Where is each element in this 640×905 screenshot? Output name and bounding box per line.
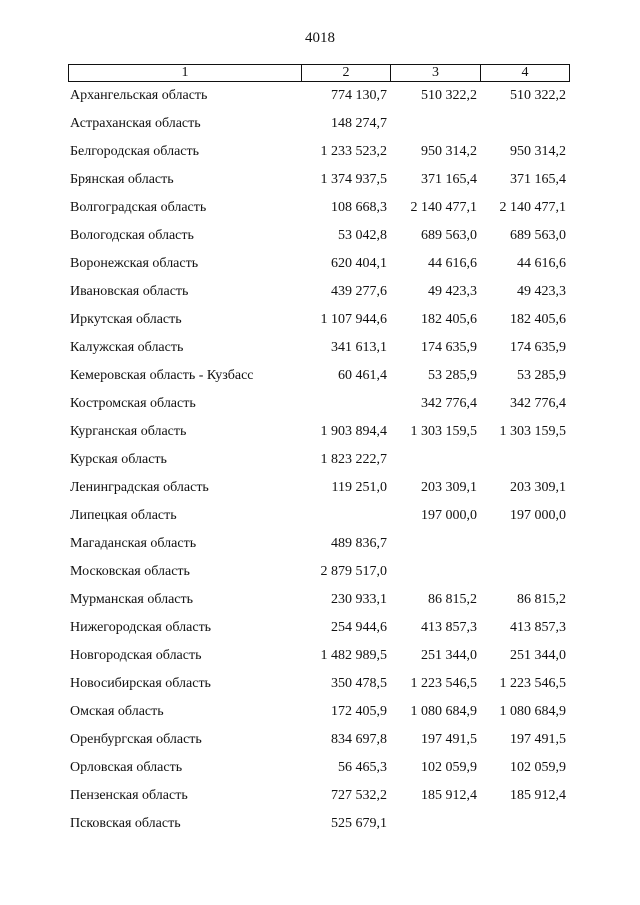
- table-row: [0, 364, 640, 392]
- table-row: [0, 448, 640, 476]
- region-name-cell: Брянская область: [70, 172, 174, 187]
- column-4-value: 197 491,5: [510, 732, 566, 747]
- column-3-value: 950 314,2: [421, 144, 477, 159]
- column-header-3: 3: [391, 65, 481, 81]
- column-4-value: 182 405,6: [510, 312, 566, 327]
- region-name-cell: Архангельская область: [70, 88, 208, 103]
- table-row: [0, 336, 640, 364]
- column-2-value: 1 823 222,7: [320, 452, 387, 467]
- column-2-value: 620 404,1: [331, 256, 387, 271]
- column-4-value: 185 912,4: [510, 788, 566, 803]
- region-name-cell: Ивановская область: [70, 284, 189, 299]
- column-4-value: 371 165,4: [510, 172, 566, 187]
- table-row: [0, 560, 640, 588]
- column-2-value: 2 879 517,0: [320, 564, 387, 579]
- table-row: [0, 504, 640, 532]
- table-row: [0, 672, 640, 700]
- column-2-value: 1 903 894,4: [320, 424, 387, 439]
- column-4-value: 49 423,3: [517, 284, 566, 299]
- column-3-value: 174 635,9: [421, 340, 477, 355]
- region-name-cell: Орловская область: [70, 760, 183, 775]
- region-name-cell: Пензенская область: [70, 788, 188, 803]
- table-row: [0, 476, 640, 504]
- region-name-cell: Ленинградская область: [70, 480, 209, 495]
- column-2-value: 230 933,1: [331, 592, 387, 607]
- column-2-value: 439 277,6: [331, 284, 387, 299]
- region-name-cell: Московская область: [70, 564, 190, 579]
- region-name-cell: Липецкая область: [70, 508, 177, 523]
- table-row: [0, 756, 640, 784]
- column-3-value: 53 285,9: [428, 368, 477, 383]
- column-4-value: 1 223 546,5: [499, 676, 566, 691]
- column-2-value: 1 482 989,5: [320, 648, 387, 663]
- table-row: [0, 140, 640, 168]
- table-row: [0, 168, 640, 196]
- table-row: [0, 588, 640, 616]
- column-2-value: 148 274,7: [331, 116, 387, 131]
- table-row: [0, 392, 640, 420]
- column-3-value: 251 344,0: [421, 648, 477, 663]
- column-2-value: 489 836,7: [331, 536, 387, 551]
- region-name-cell: Мурманская область: [70, 592, 194, 607]
- column-3-value: 185 912,4: [421, 788, 477, 803]
- column-3-value: 197 491,5: [421, 732, 477, 747]
- column-header-4: 4: [521, 65, 529, 80]
- column-3-value: 203 309,1: [421, 480, 477, 495]
- region-name-cell: Новгородская область: [70, 648, 202, 663]
- column-2-value: 1 107 944,6: [320, 312, 387, 327]
- table-row: [0, 196, 640, 224]
- column-4-value: 510 322,2: [510, 88, 566, 103]
- table-row: [0, 812, 640, 840]
- column-4-value: 2 140 477,1: [499, 200, 566, 215]
- table-row: [0, 252, 640, 280]
- column-2-value: 119 251,0: [331, 480, 387, 495]
- column-4-value: 950 314,2: [510, 144, 566, 159]
- column-3-value: 182 405,6: [421, 312, 477, 327]
- column-2-value: 525 679,1: [331, 816, 387, 831]
- column-3-value: 1 080 684,9: [410, 704, 477, 719]
- column-2-value: 53 042,8: [338, 228, 387, 243]
- column-4-value: 413 857,3: [510, 620, 566, 635]
- column-2-value: 254 944,6: [331, 620, 387, 635]
- column-4-value: 1 303 159,5: [499, 424, 566, 439]
- table-row: [0, 532, 640, 560]
- column-3-value: 49 423,3: [428, 284, 477, 299]
- column-2-value: 56 465,3: [338, 760, 387, 775]
- column-4-value: 53 285,9: [517, 368, 566, 383]
- table-body: [0, 84, 640, 840]
- region-name-cell: Нижегородская область: [70, 620, 212, 635]
- table-row: [0, 224, 640, 252]
- column-2-value: 774 130,7: [331, 88, 387, 103]
- table-row: [0, 112, 640, 140]
- region-name-cell: Калужская область: [70, 340, 184, 355]
- region-name-cell: Оренбургская область: [70, 732, 202, 747]
- column-2-value: 727 532,2: [331, 788, 387, 803]
- column-2-value: 1 233 523,2: [320, 144, 387, 159]
- column-4-value: 174 635,9: [510, 340, 566, 355]
- column-2-value: 1 374 937,5: [320, 172, 387, 187]
- column-3-value: 86 815,2: [428, 592, 477, 607]
- column-3-value: 197 000,0: [421, 508, 477, 523]
- table-row: [0, 784, 640, 812]
- column-2-value: 350 478,5: [331, 676, 387, 691]
- region-name-cell: Иркутская область: [70, 312, 182, 327]
- region-name-cell: Курская область: [70, 452, 167, 467]
- table-row: [0, 644, 640, 672]
- region-name-cell: Псковская область: [70, 816, 181, 831]
- region-name-cell: Волгоградская область: [70, 200, 207, 215]
- column-4-value: 44 616,6: [517, 256, 566, 271]
- column-4-value: 102 059,9: [510, 760, 566, 775]
- column-4-value: 342 776,4: [510, 396, 566, 411]
- column-3-value: 689 563,0: [421, 228, 477, 243]
- region-name-cell: Костромская область: [70, 396, 196, 411]
- column-3-value: 510 322,2: [421, 88, 477, 103]
- column-4-value: 1 080 684,9: [499, 704, 566, 719]
- table-row: [0, 420, 640, 448]
- column-2-value: 172 405,9: [331, 704, 387, 719]
- region-name-cell: Воронежская область: [70, 256, 199, 271]
- column-3-value: 102 059,9: [421, 760, 477, 775]
- column-2-value: 60 461,4: [338, 368, 387, 383]
- table-row: [0, 308, 640, 336]
- region-name-cell: Курганская область: [70, 424, 187, 439]
- region-name-cell: Новосибирская область: [70, 676, 211, 691]
- column-4-value: 251 344,0: [510, 648, 566, 663]
- region-name-cell: Магаданская область: [70, 536, 197, 551]
- column-2-value: 834 697,8: [331, 732, 387, 747]
- region-name-cell: Омская область: [70, 704, 164, 719]
- column-3-value: 371 165,4: [421, 172, 477, 187]
- table-row: [0, 700, 640, 728]
- column-4-value: 689 563,0: [510, 228, 566, 243]
- page-number: 4018: [305, 30, 335, 46]
- table-row: [0, 728, 640, 756]
- region-name-cell: Астраханская область: [70, 116, 201, 131]
- column-3-value: 2 140 477,1: [410, 200, 477, 215]
- column-4-value: 203 309,1: [510, 480, 566, 495]
- column-2-value: 108 668,3: [331, 200, 387, 215]
- table-row: [0, 616, 640, 644]
- column-3-value: 1 303 159,5: [410, 424, 477, 439]
- column-header-2: 2: [302, 65, 391, 81]
- column-4-value: 197 000,0: [510, 508, 566, 523]
- region-name-cell: Белгородская область: [70, 144, 200, 159]
- table-row: [0, 84, 640, 112]
- column-3-value: 413 857,3: [421, 620, 477, 635]
- column-3-value: 44 616,6: [428, 256, 477, 271]
- column-header-1: 1: [69, 65, 302, 81]
- column-2-value: 341 613,1: [331, 340, 387, 355]
- column-3-value: 1 223 546,5: [410, 676, 477, 691]
- region-name-cell: Кемеровская область - Кузбасс: [70, 368, 254, 383]
- column-4-value: 86 815,2: [517, 592, 566, 607]
- region-name-cell: Вологодская область: [70, 228, 194, 243]
- table-header-row: [68, 64, 570, 82]
- column-3-value: 342 776,4: [421, 396, 477, 411]
- table-row: [0, 280, 640, 308]
